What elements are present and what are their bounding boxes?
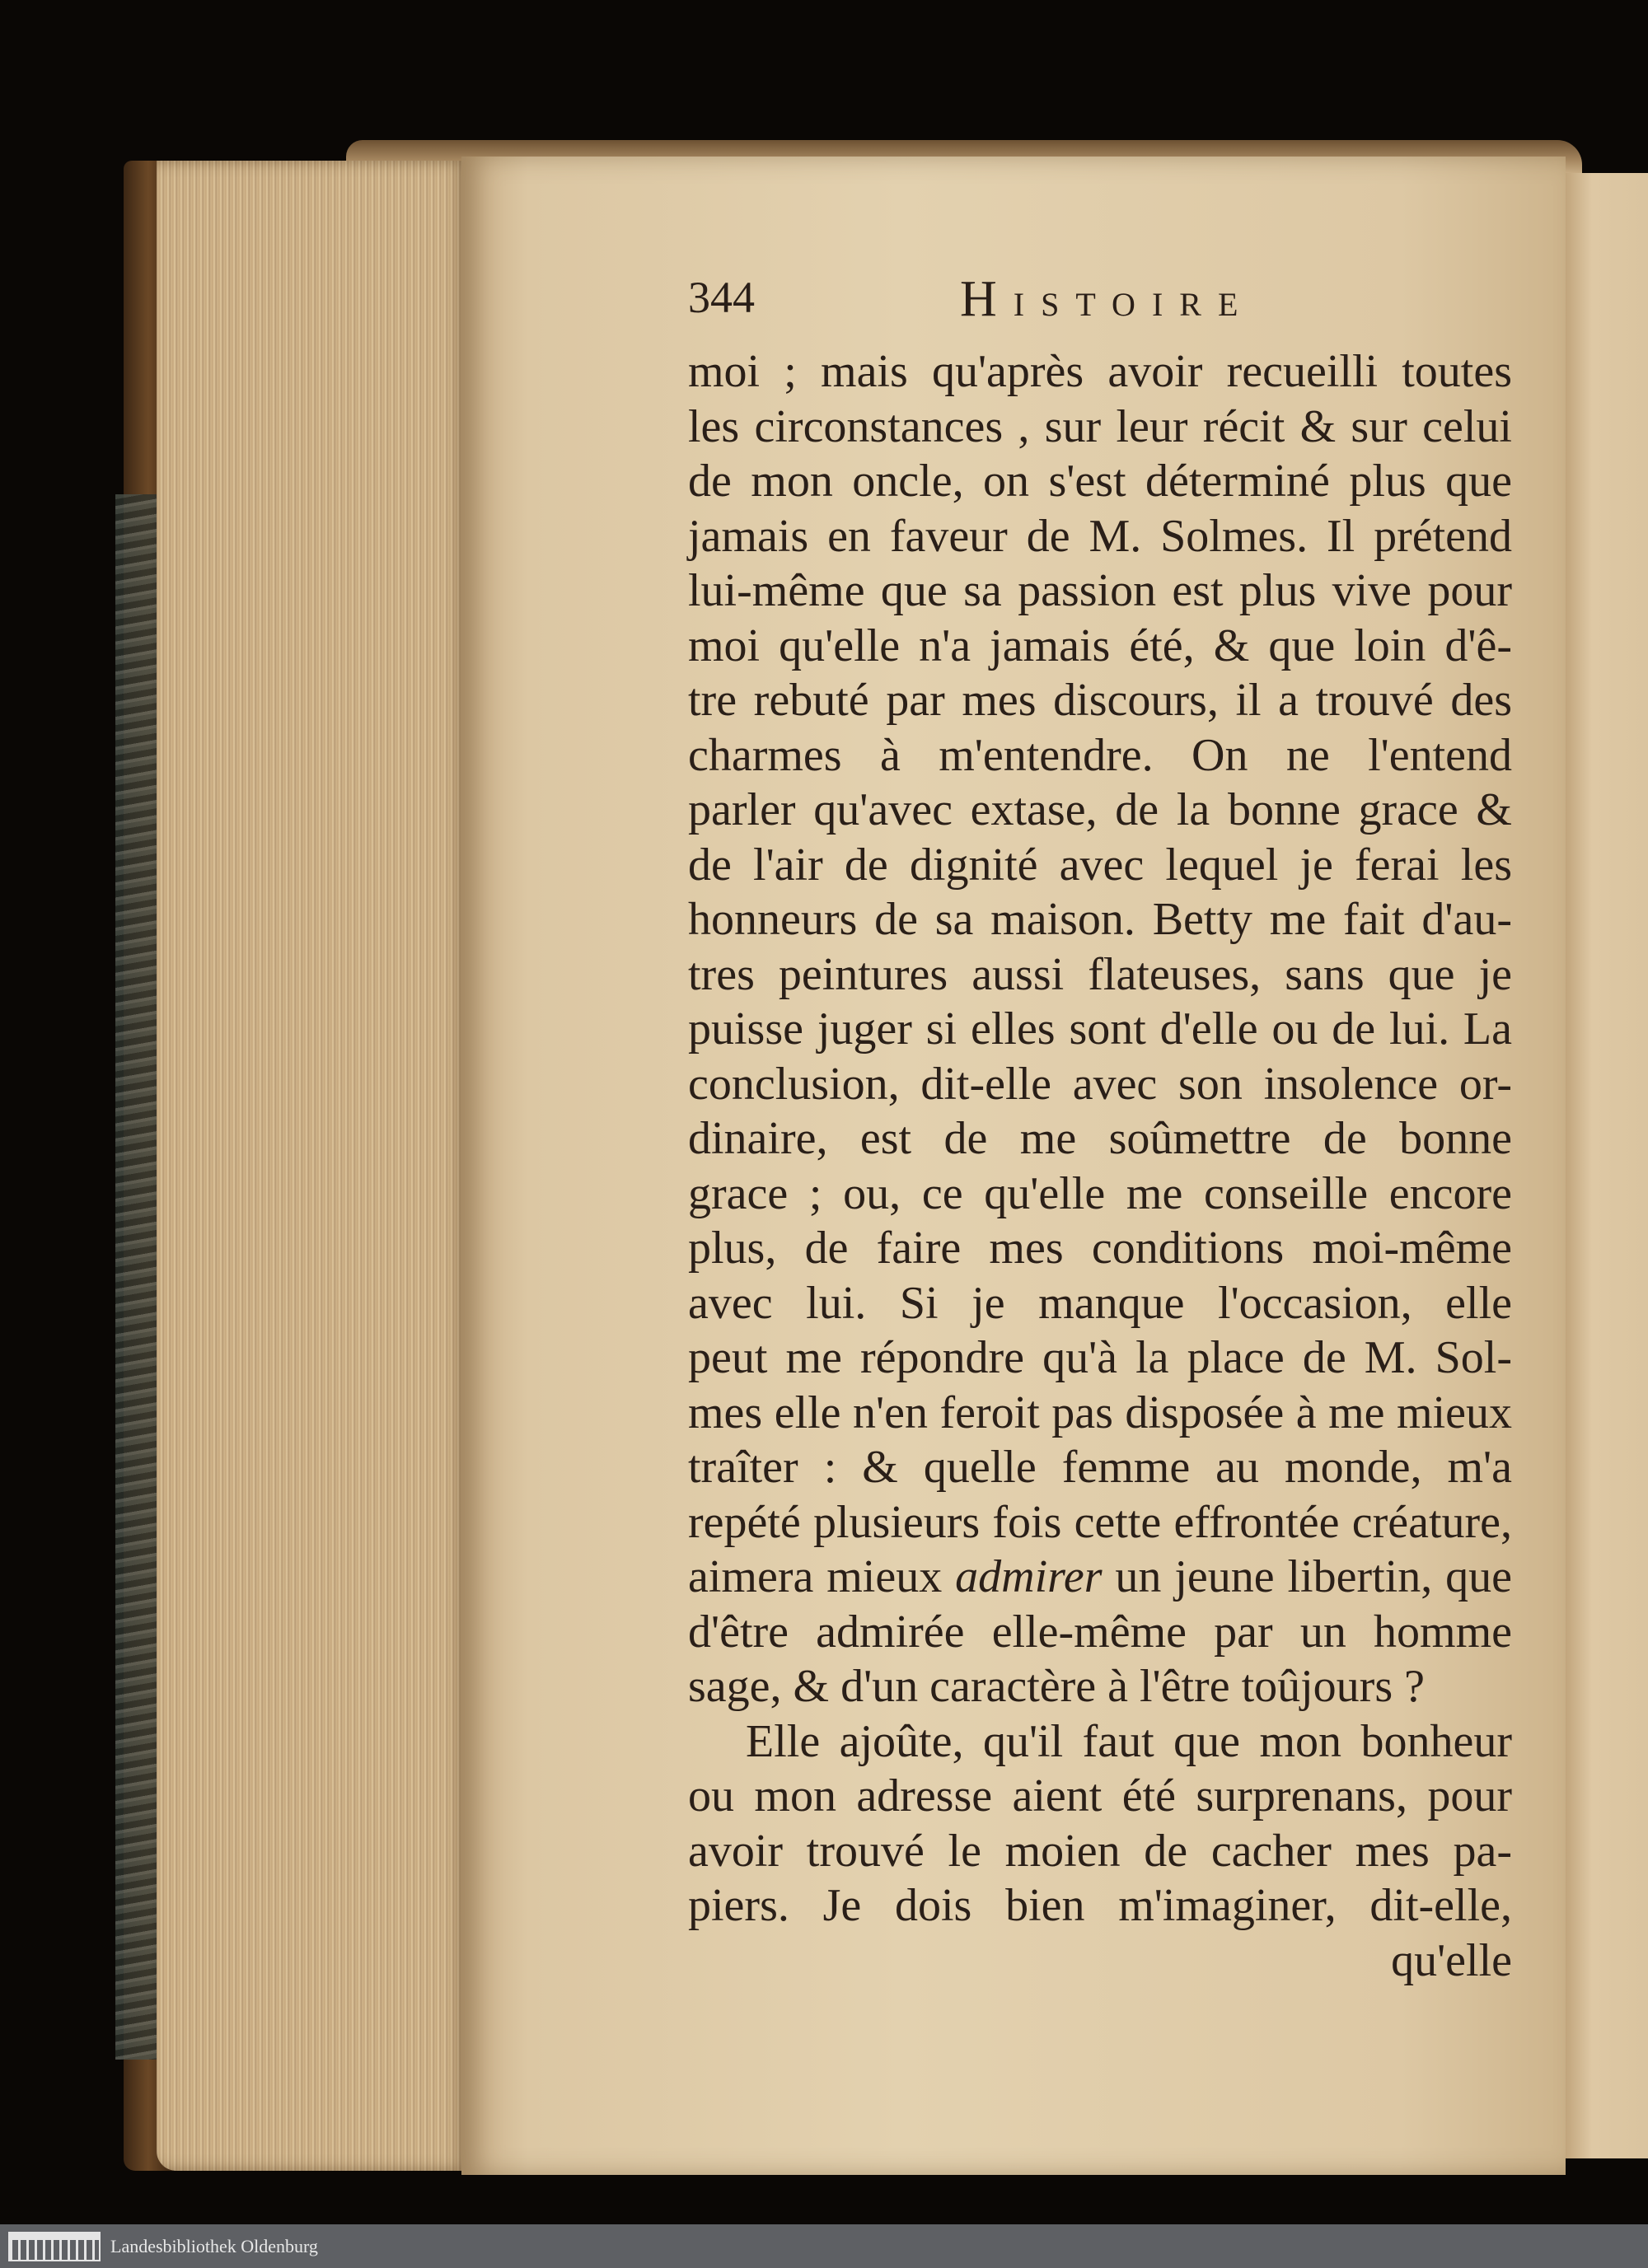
text-line: tres peintures aussi flateuses, sans que je xyxy=(688,948,1512,1000)
text-line: les circonstances , sur leur récit & sur celui xyxy=(688,400,1512,452)
text-line: mes elle n'en feroit pas disposée à me mieux xyxy=(688,1387,1512,1438)
text-line: lui-même que sa passion est plus vive pour xyxy=(688,565,1512,616)
paragraph-2 xyxy=(688,1714,1512,1934)
library-logo-icon xyxy=(8,2232,101,2261)
page-number: 344 xyxy=(688,273,755,322)
text-line: charmes à m'entendre. On ne l'entend xyxy=(688,729,1512,781)
text-line: d'être admirée elle-même par un homme xyxy=(688,1606,1512,1658)
text-line: sage, & d'un caractère à l'être toûjours ? xyxy=(688,1661,1425,1712)
page-header xyxy=(688,262,1512,344)
marbled-cover xyxy=(115,494,157,2060)
footer-bar xyxy=(0,2224,1648,2268)
text-line: de l'air de dignité avec lequel je ferai les xyxy=(688,839,1512,891)
text-line: Elle ajoûte, qu'il faut que mon bonheur xyxy=(746,1715,1512,1767)
text-line: conclusion, dit-elle avec son insolence or- xyxy=(688,1058,1512,1110)
page-text xyxy=(688,262,1512,1988)
text-line: moi qu'elle n'a jamais été, & que loin d'ê- xyxy=(688,620,1512,671)
paragraph-1-end xyxy=(688,1605,1512,1714)
text-line: tre rebuté par mes discours, il a trouvé des xyxy=(688,675,1512,726)
text-line: grace ; ou, ce qu'elle me conseille encore xyxy=(688,1167,1512,1219)
text-line: piers. Je dois bien m'imaginer, dit-elle, xyxy=(688,1880,1512,1931)
text-line: puisse juger si elles sont d'elle ou de lui. La xyxy=(688,1003,1512,1055)
text-line: jamais en faveur de M. Solmes. Il prétend xyxy=(688,510,1512,562)
text-line: repété plusieurs fois cette effrontée créature, xyxy=(688,1496,1512,1548)
text-line: parler qu'avec extase, de la bonne grace & xyxy=(688,784,1512,835)
facing-page-edge xyxy=(1557,173,1648,2158)
italic-word: admirer xyxy=(955,1551,1103,1602)
running-title: HISTOIRE xyxy=(960,271,1255,327)
text-line: avec lui. Si je manque l'occasion, elle xyxy=(688,1277,1512,1329)
paragraph-1 xyxy=(688,344,1512,1550)
text-line: avoir trouvé le moien de cacher mes pa- xyxy=(688,1825,1512,1877)
text-line: aimera mieux admirer un jeune libertin, que xyxy=(688,1551,1512,1602)
text-line: peut me répondre qu'à la place de M. Sol- xyxy=(688,1332,1512,1383)
text-line: traîter : & quelle femme au monde, m'a xyxy=(688,1442,1512,1493)
page-block-edges xyxy=(157,161,470,2171)
text-line: honneurs de sa maison. Betty me fait d'au- xyxy=(688,894,1512,945)
text-line: moi ; mais qu'après avoir recueilli toutes xyxy=(688,346,1512,397)
text-line: plus, de faire mes conditions moi-même xyxy=(688,1223,1512,1274)
text-line: de mon oncle, on s'est déterminé plus que xyxy=(688,456,1512,507)
text-line: dinaire, est de me soûmettre de bonne xyxy=(688,1113,1512,1164)
text-line: ou mon adresse aient été surprenans, pour xyxy=(688,1770,1512,1821)
catchword: qu'elle xyxy=(1391,1934,1512,1986)
library-name: Landesbibliothek Oldenburg xyxy=(110,2236,318,2256)
